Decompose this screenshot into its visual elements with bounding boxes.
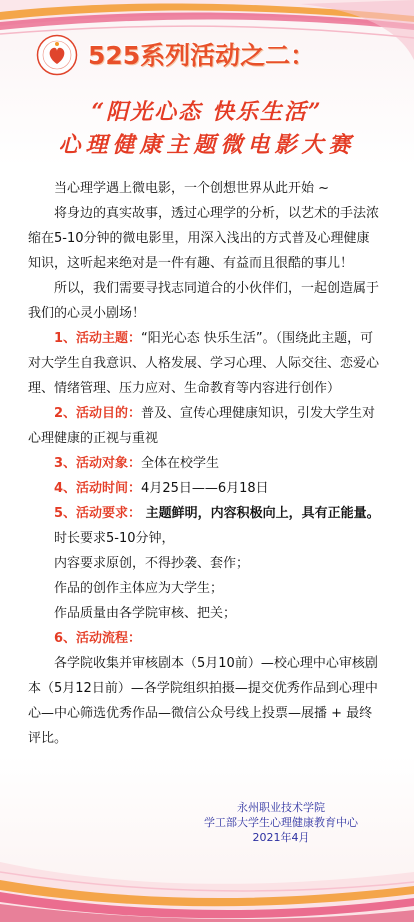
activity-item-theme [28,326,382,401]
intro-paragraph: 所以，我们需要寻找志同道合的小伙伴们，一起创造属于我们的心灵小剧场！ [28,281,380,321]
item-label: 1、活动主题： [54,331,142,346]
requirement-line: 时长要求5-10分钟， [54,531,175,546]
poster-body [28,176,382,751]
process-text: 各学院收集并审核剧本（5月10前）—校心理中心审核剧本（5月12日前）—各学院组织拍摄—提交优秀作品到心理中心—中心筛选优秀作品—微信公众号线上投票—展播 + 最终评比。 [28,656,378,746]
item-label: 5、活动要求： [54,506,142,521]
activity-item-audience [28,451,382,476]
item-label: 6、活动流程： [54,631,142,646]
intro-paragraph: 将身边的真实故事，透过心理学的分析，以艺术的手法浓缩在5-10分钟的微电影里，用深入浅出的方式普及心理健康知识，这听起来绝对是一件有趣、有益而且很酷的事儿！ [28,206,380,271]
item-label: 2、活动目的： [54,406,142,421]
item-label: 4、活动时间： [54,481,142,496]
item-text: 全体在校学生 [141,456,220,471]
intro-paragraph: 当心理学遇上微电影，一个创想世界从此开始 ~ [54,181,330,196]
organizer-school: 永州职业技术学院 [237,801,325,814]
item-text: 主题鲜明，内容积极向上，具有正能量。 [141,506,380,521]
requirement-line: 作品的创作主体应为大学生； [54,581,224,596]
activity-item-requirements [28,501,382,526]
series-title: 525系列活动之二： [88,41,316,70]
contest-title: 心理健康主题微电影大赛 [58,132,356,158]
item-text: 普及、宣传心理健康知识，引发大学生对心理健康的正视与重视 [28,406,376,446]
center-logo-icon [36,34,78,76]
requirement-line: 内容要求原创，不得抄袭、套作； [54,556,250,571]
activity-item-purpose [28,401,382,451]
publish-date: 2021年4月 [252,831,310,844]
organizer-department: 学工部大学生心理健康教育中心 [204,816,358,829]
bottom-swoosh-decoration [0,802,414,922]
item-text: 4月25日——6月18日 [141,481,269,496]
activity-item-time [28,476,382,501]
item-label: 3、活动对象： [54,456,142,471]
event-slogan: “阳光心态 快乐生活” [91,99,323,125]
requirement-line: 作品质量由各学院审核、把关； [54,606,237,621]
item-text: “阳光心态 快乐生活”。（围绕此主题，可对大学生自我意识、人格发展、学习心理、人际交往、恋爱心理、情绪管理、压力应对、生命教育等内容进行创作） [28,331,380,396]
activity-item-process [28,626,382,651]
